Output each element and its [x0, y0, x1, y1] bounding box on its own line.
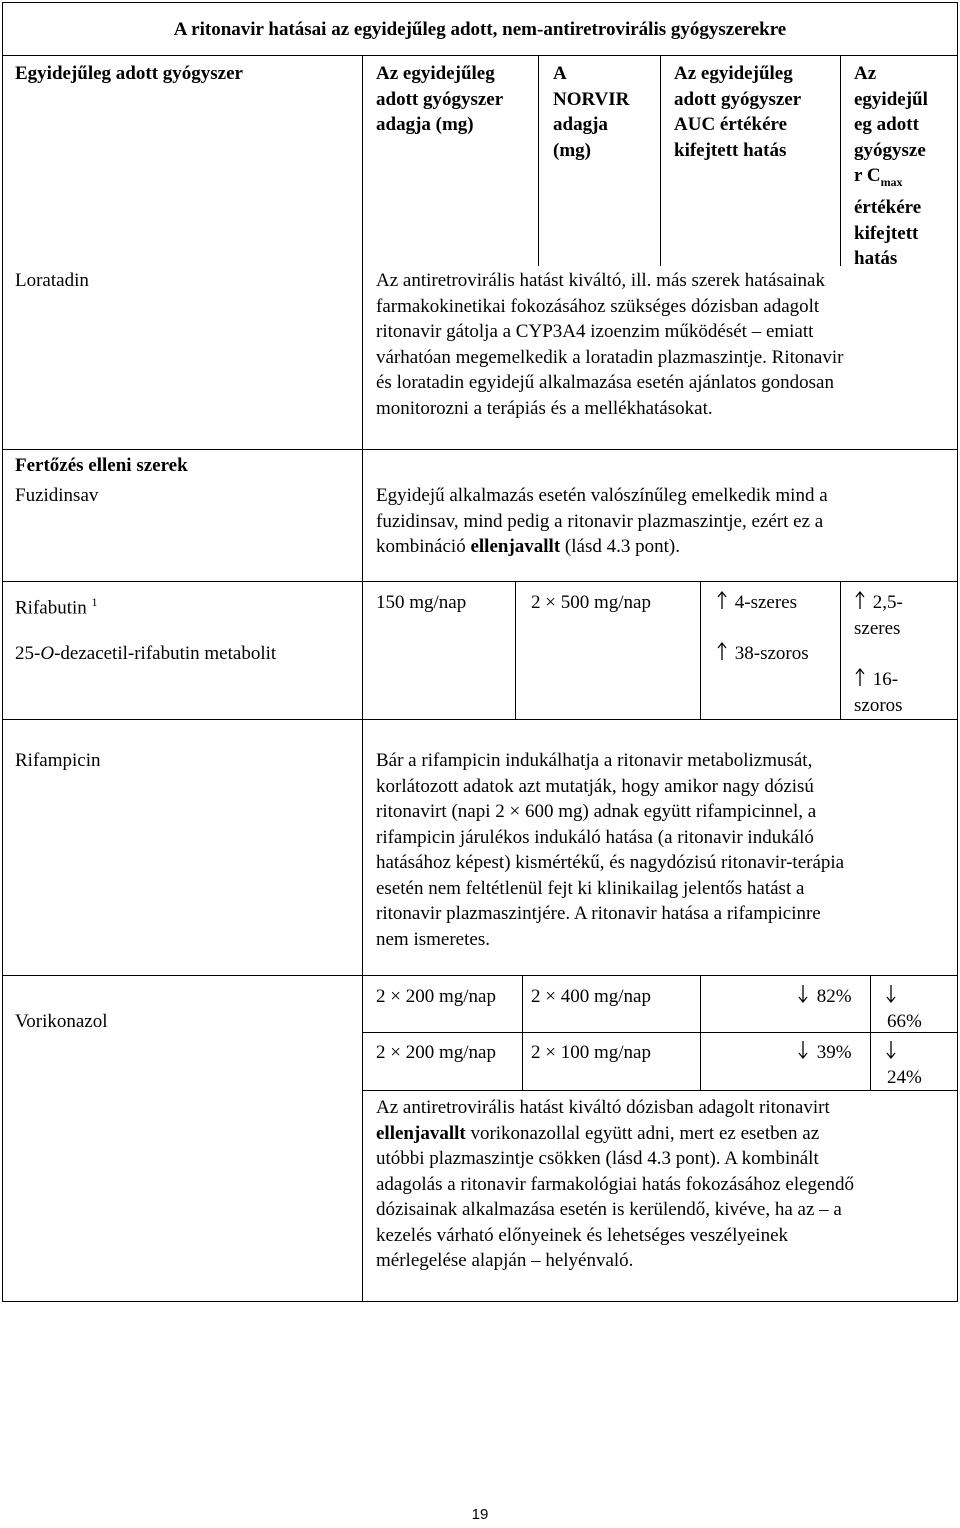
col-divider-2-rifabutin	[515, 581, 516, 719]
text-run: 25-	[15, 643, 41, 664]
col-divider-4-header	[840, 55, 841, 266]
text-line: korlátozott adatok azt mutatják, hogy amikor nagy dózisú	[376, 775, 814, 797]
arrow-down-icon	[796, 1040, 810, 1066]
text-run: -dezacetil-rifabutin metabolit	[54, 643, 277, 664]
vori-row1-auc	[796, 984, 852, 1010]
cmax-value: szeres	[854, 617, 901, 639]
header-auc-effect-line: Az egyidejűleg	[674, 63, 793, 84]
section-anti-infectives: Fertőzés elleni szerek	[15, 455, 188, 476]
cmax-value: 2,5-	[872, 592, 903, 613]
border-top	[2, 2, 958, 3]
loratadin-text	[376, 268, 843, 421]
border-bottom	[2, 1301, 958, 1302]
cmax-value: 24%	[887, 1066, 922, 1088]
header-auc-effect-line: adott gyógyszer	[674, 88, 802, 110]
rifampicin-text	[376, 748, 844, 952]
text-line: nem ismeretes.	[376, 928, 490, 950]
header-cmax-line	[854, 163, 928, 195]
rifabutin-cmax-1	[854, 590, 903, 641]
text-line: fuzidinsav, mind pedig a ritonavir plazmaszintje, ezért ez a	[376, 510, 824, 532]
header-auc-effect-line: AUC értékére	[674, 114, 788, 135]
vori-subrow-divider-1	[362, 1032, 957, 1033]
text-line: ritonavirt (napi 2 × 600 mg) adnak együtt rifampicinnel, a	[376, 801, 817, 822]
page-number: 19	[471, 1506, 489, 1523]
rifabutin-metabolite	[15, 641, 276, 667]
header-coadministered-drug: Egyidejűleg adott gyógyszer	[15, 63, 243, 84]
rifabutin-label: Rifabutin	[15, 597, 87, 619]
vori-subrow-divider-2	[362, 1090, 957, 1091]
table-title: A ritonavir hatásai az egyidejűleg adott, nem-antiretrovirális gyógyszerekre	[173, 19, 787, 40]
auc-value: 4-szeres	[734, 592, 797, 613]
vori-row2-auc	[796, 1040, 852, 1066]
text-line: kezelés várható előnyeinek és lehetséges veszélyeinek	[376, 1224, 789, 1246]
header-cmax-c: r C	[854, 165, 881, 186]
text-line: várhatóan megemelkedik a loratadin plazmaszintje. Ritonavir	[376, 346, 844, 368]
col-divider-2-header	[538, 55, 539, 266]
text-line: Egyidejű alkalmazás esetén valószínűleg emelkedik mind a	[376, 485, 828, 506]
text-line: Bár a rifampicin indukálhatja a ritonavir metabolizmusát,	[376, 750, 813, 771]
cmax-value: 16-	[872, 669, 899, 690]
drug-name-loratadin: Loratadin	[15, 270, 89, 291]
text-line	[376, 534, 828, 560]
header-cmax-effect	[854, 61, 928, 272]
vori-row2-norvir: 2 × 100 mg/nap	[531, 1042, 651, 1063]
text-run: (lásd 4.3 pont).	[560, 536, 680, 557]
header-cmax-subscript: max	[880, 174, 903, 189]
header-norvir-dose-line: (mg)	[553, 139, 591, 161]
drug-name-vorikonazol: Vorikonazol	[15, 1011, 108, 1032]
header-drug-dose-line: Az egyidejűleg	[376, 63, 495, 84]
title-divider	[2, 55, 958, 56]
arrow-down-icon	[884, 984, 898, 1010]
drug-name-fuzidinsav: Fuzidinsav	[15, 485, 99, 506]
row-divider-4	[2, 975, 958, 976]
footnote-marker: 1	[91, 595, 98, 609]
text-line: Az antiretrovirális hatást kiváltó dózisban adagolt ritonavirt	[376, 1097, 830, 1118]
drug-name-rifampicin: Rifampicin	[15, 750, 101, 771]
text-line: monitorozni a terápiás és a mellékhatásokat.	[376, 397, 713, 419]
vorikonazol-text	[376, 1095, 854, 1274]
text-line: adagolás a ritonavir farmakológiai hatás fokozásához elegendő	[376, 1173, 854, 1195]
header-norvir-dose-line: adagja	[553, 114, 608, 135]
cmax-value: szoros	[854, 694, 903, 716]
header-drug-dose-line: adott gyógyszer	[376, 88, 504, 110]
header-cmax-line: Az	[854, 63, 877, 84]
row-divider-2	[2, 581, 958, 582]
arrow-up-icon	[854, 590, 866, 616]
rifabutin-dose: 150 mg/nap	[376, 592, 467, 613]
header-auc-effect-line: kifejtett hatás	[674, 139, 787, 161]
border-right	[957, 2, 958, 1302]
text-run: kombináció	[376, 536, 471, 557]
text-line: mérlegelése alapján – helyénvaló.	[376, 1250, 634, 1271]
row-divider-3	[2, 719, 958, 720]
vori-row1-norvir: 2 × 400 mg/nap	[531, 986, 651, 1007]
header-cmax-line: értékére	[854, 197, 922, 219]
text-run: vorikonazollal együtt adni, mert ez esetben az	[465, 1122, 820, 1144]
header-norvir-dose-line: A	[553, 63, 567, 84]
arrow-down-icon	[796, 984, 810, 1010]
cmax-value: 66%	[887, 1010, 922, 1032]
contraindicated-label: ellenjavallt	[470, 536, 561, 557]
text-line: hatásához képest) kismértékű, és nagydózisú ritonavir-terápia	[376, 852, 845, 873]
auc-value: 38-szoros	[734, 643, 809, 664]
arrow-down-icon	[884, 1040, 898, 1066]
text-line: dózisainak alkalmazása esetén is kerülendő, kivéve, ha az – a	[376, 1199, 842, 1220]
arrow-up-icon	[716, 641, 728, 667]
rifabutin-auc-1	[716, 590, 797, 616]
row-divider-1	[2, 449, 958, 450]
arrow-up-icon	[716, 590, 728, 616]
header-cmax-line: eg adott	[854, 114, 919, 135]
col-divider-4-rifabutin	[840, 581, 841, 719]
text-line	[376, 1121, 854, 1147]
drug-name-rifabutin	[15, 590, 98, 621]
text-line: ritonavir gátolja a CYP3A4 izoenzim működését – emiatt	[376, 321, 814, 342]
vori-row2-cmax	[884, 1040, 922, 1090]
vori-row1-dose: 2 × 200 mg/nap	[376, 986, 496, 1007]
header-norvir-dose	[553, 61, 629, 163]
auc-value: 82%	[816, 986, 852, 1007]
text-line: esetén nem feltétlenül fejt ki klinikailag jelentős hatást a	[376, 877, 805, 899]
vori-row2-dose: 2 × 200 mg/nap	[376, 1042, 496, 1063]
header-auc-effect	[674, 61, 801, 163]
header-drug-dose-line: adagja (mg)	[376, 114, 474, 135]
text-line: rifampicin járulékos indukáló hatása (a ritonavir indukáló	[376, 826, 814, 848]
header-cmax-line: hatás	[854, 248, 898, 270]
arrow-up-icon	[854, 667, 866, 693]
text-run-italic: O	[40, 643, 55, 664]
fuzidinsav-text	[376, 483, 828, 560]
contraindicated-label: ellenjavallt	[376, 1122, 466, 1144]
header-cmax-line: gyógysze	[854, 139, 926, 161]
vori-row1-cmax	[884, 984, 922, 1034]
rifabutin-cmax-2	[854, 667, 903, 718]
header-norvir-dose-line: NORVIR	[553, 88, 630, 110]
col-divider-3-header	[660, 55, 661, 266]
rifabutin-auc-2	[716, 641, 809, 667]
rifabutin-norvir-dose: 2 × 500 mg/nap	[531, 592, 651, 613]
text-line: farmakokinetikai fokozásához szükséges dózisban adagolt	[376, 295, 820, 317]
auc-value: 39%	[816, 1042, 852, 1063]
text-line: Az antiretrovirális hatást kiváltó, ill. más szerek hatásainak	[376, 270, 825, 291]
border-left	[2, 2, 3, 1302]
header-drug-dose	[376, 61, 503, 138]
text-line: ritonavir plazmaszintjére. A ritonavir hatása a rifampicinre	[376, 903, 821, 924]
header-cmax-line: egyidejűl	[854, 88, 928, 110]
col-divider-1	[362, 55, 363, 1301]
text-line: utóbbi plazmaszintje csökken (lásd 4.3 pont). A kombinált	[376, 1148, 819, 1169]
text-line: és loratadin egyidejű alkalmazása esetén ajánlatos gondosan	[376, 372, 834, 393]
col-divider-3-rifabutin	[700, 581, 701, 719]
header-cmax-line: kifejtett	[854, 222, 919, 244]
